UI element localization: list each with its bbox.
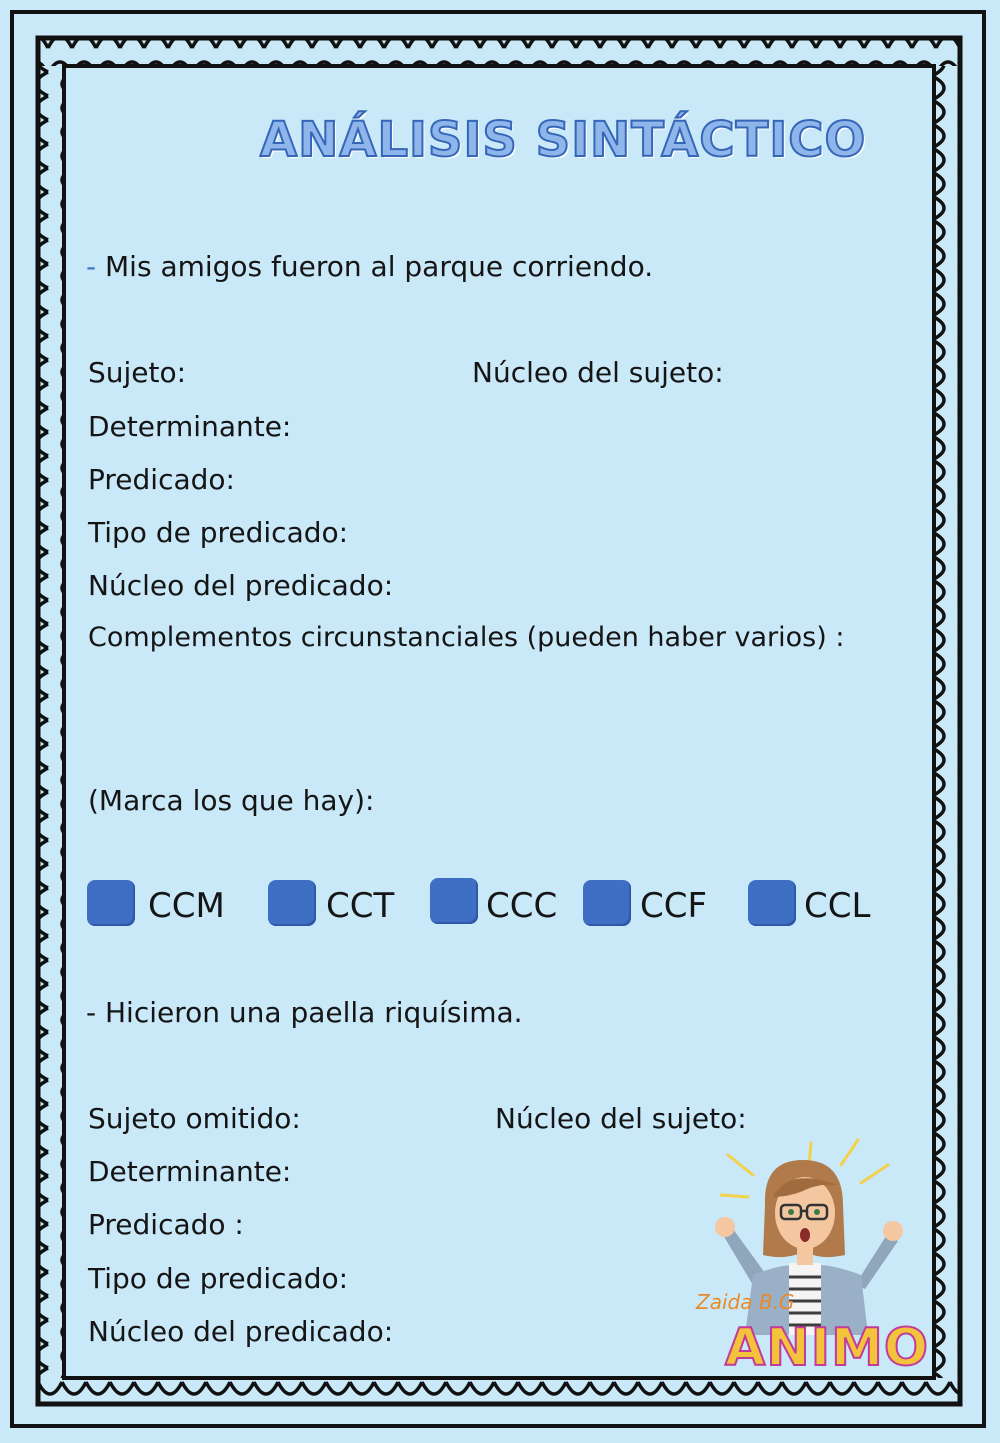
field-subject-nucleus-1[interactable]: Núcleo del sujeto: xyxy=(472,356,724,389)
field-subject-2[interactable]: Sujeto omitido: xyxy=(88,1102,301,1135)
field-predicate-1[interactable]: Predicado: xyxy=(88,463,235,496)
field-complements-1[interactable]: Complementos circunstanciales (pueden haber varios) : xyxy=(88,622,845,653)
author-signature: Zaida B.G xyxy=(696,1290,795,1314)
field-determiner-1[interactable]: Determinante: xyxy=(88,410,292,443)
field-predicate-nucleus-2[interactable]: Núcleo del predicado: xyxy=(88,1315,394,1348)
checkbox-label-ccc: CCC xyxy=(486,886,558,926)
field-subject-nucleus-2[interactable]: Núcleo del sujeto: xyxy=(495,1102,747,1135)
field-determiner-2[interactable]: Determinante: xyxy=(88,1155,292,1188)
checkbox-label-ccl: CCL xyxy=(804,886,871,926)
checkbox-label-ccm: CCM xyxy=(148,886,225,926)
field-predicate-2[interactable]: Predicado : xyxy=(88,1208,244,1241)
sentence-1-text: Mis amigos fueron al parque corriendo. xyxy=(105,250,654,283)
sentence-1 xyxy=(86,250,653,283)
checkbox-ccf[interactable] xyxy=(583,880,631,926)
animo-badge: ANIMO xyxy=(725,1318,930,1378)
field-predicate-type-2[interactable]: Tipo de predicado: xyxy=(88,1262,349,1295)
checkbox-ccm[interactable] xyxy=(87,880,135,926)
field-predicate-nucleus-1[interactable]: Núcleo del predicado: xyxy=(88,569,394,602)
checkbox-label-cct: CCT xyxy=(326,886,395,926)
field-subject-1[interactable]: Sujeto: xyxy=(88,356,187,389)
mark-instruction: (Marca los que hay): xyxy=(88,784,375,817)
checkbox-cct[interactable] xyxy=(268,880,316,926)
page-title: ANÁLISIS SINTÁCTICO xyxy=(260,112,867,168)
checkbox-ccl[interactable] xyxy=(748,880,796,926)
checkbox-label-ccf: CCF xyxy=(640,886,708,926)
field-predicate-type-1[interactable]: Tipo de predicado: xyxy=(88,516,349,549)
sentence-2: - Hicieron una paella riquísima. xyxy=(86,996,523,1029)
sentence-1-dash: - xyxy=(86,250,97,283)
checkbox-ccc[interactable] xyxy=(430,878,478,924)
